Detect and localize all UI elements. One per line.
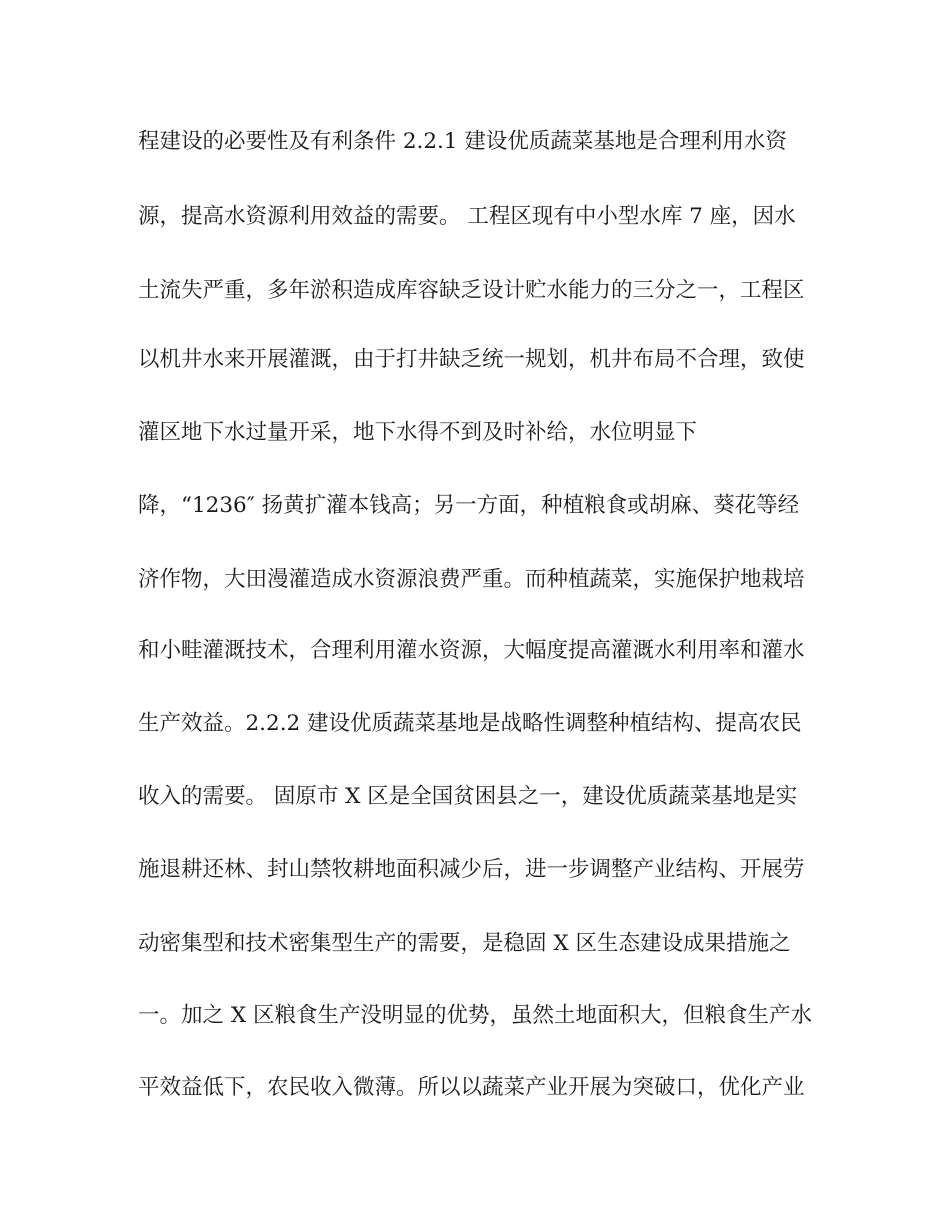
text-line-4: 以机井水来开展灌溉，由于打井缺乏统一规划，机井布局不合理，致使	[138, 347, 805, 372]
text-line-5: 灌区地下水过量开采，地下水得不到及时补给，水位明显下	[138, 420, 698, 445]
text-line-10: 收入的需要。 固原市 X 区是全国贫困县之一，建设优质蔬菜基地是实	[138, 784, 798, 809]
text-line-13: 一。加之 X 区粮食生产没明显的优势，虽然土地面积大，但粮食生产水	[138, 1003, 812, 1028]
text-line-1: 程建设的必要性及有利条件 2.2.1 建设优质蔬菜基地是合理利用水资	[138, 129, 787, 154]
text-line-12: 动密集型和技术密集型生产的需要，是稳固 X 区生态建设成果措施之	[138, 931, 791, 956]
text-line-8: 和小畦灌溉技术，合理利用灌水资源，大幅度提高灌溉水利用率和灌水	[138, 638, 805, 663]
text-line-11: 施退耕还林、封山禁牧耕地面积减少后，进一步调整产业结构、开展劳	[138, 857, 805, 882]
text-line-9: 生产效益。2.2.2 建设优质蔬菜基地是战略性调整种植结构、提高农民	[138, 711, 802, 736]
text-line-6: 降，“1236″ 扬黄扩灌本钱高；另一方面，种植粮食或胡麻、葵花等经	[138, 493, 800, 518]
text-line-14: 平效益低下，农民收入微薄。所以以蔬菜产业开展为突破口，优化产业	[138, 1075, 805, 1100]
text-line-7: 济作物，大田漫灌造成水资源浪费严重。而种植蔬菜，实施保护地栽培	[138, 567, 805, 592]
text-line-3: 土流失严重，多年淤积造成库容缺乏设计贮水能力的三分之一，工程区	[138, 278, 805, 303]
text-line-2: 源，提高水资源利用效益的需要。 工程区现有中小型水库 7 座，因水	[138, 204, 796, 229]
